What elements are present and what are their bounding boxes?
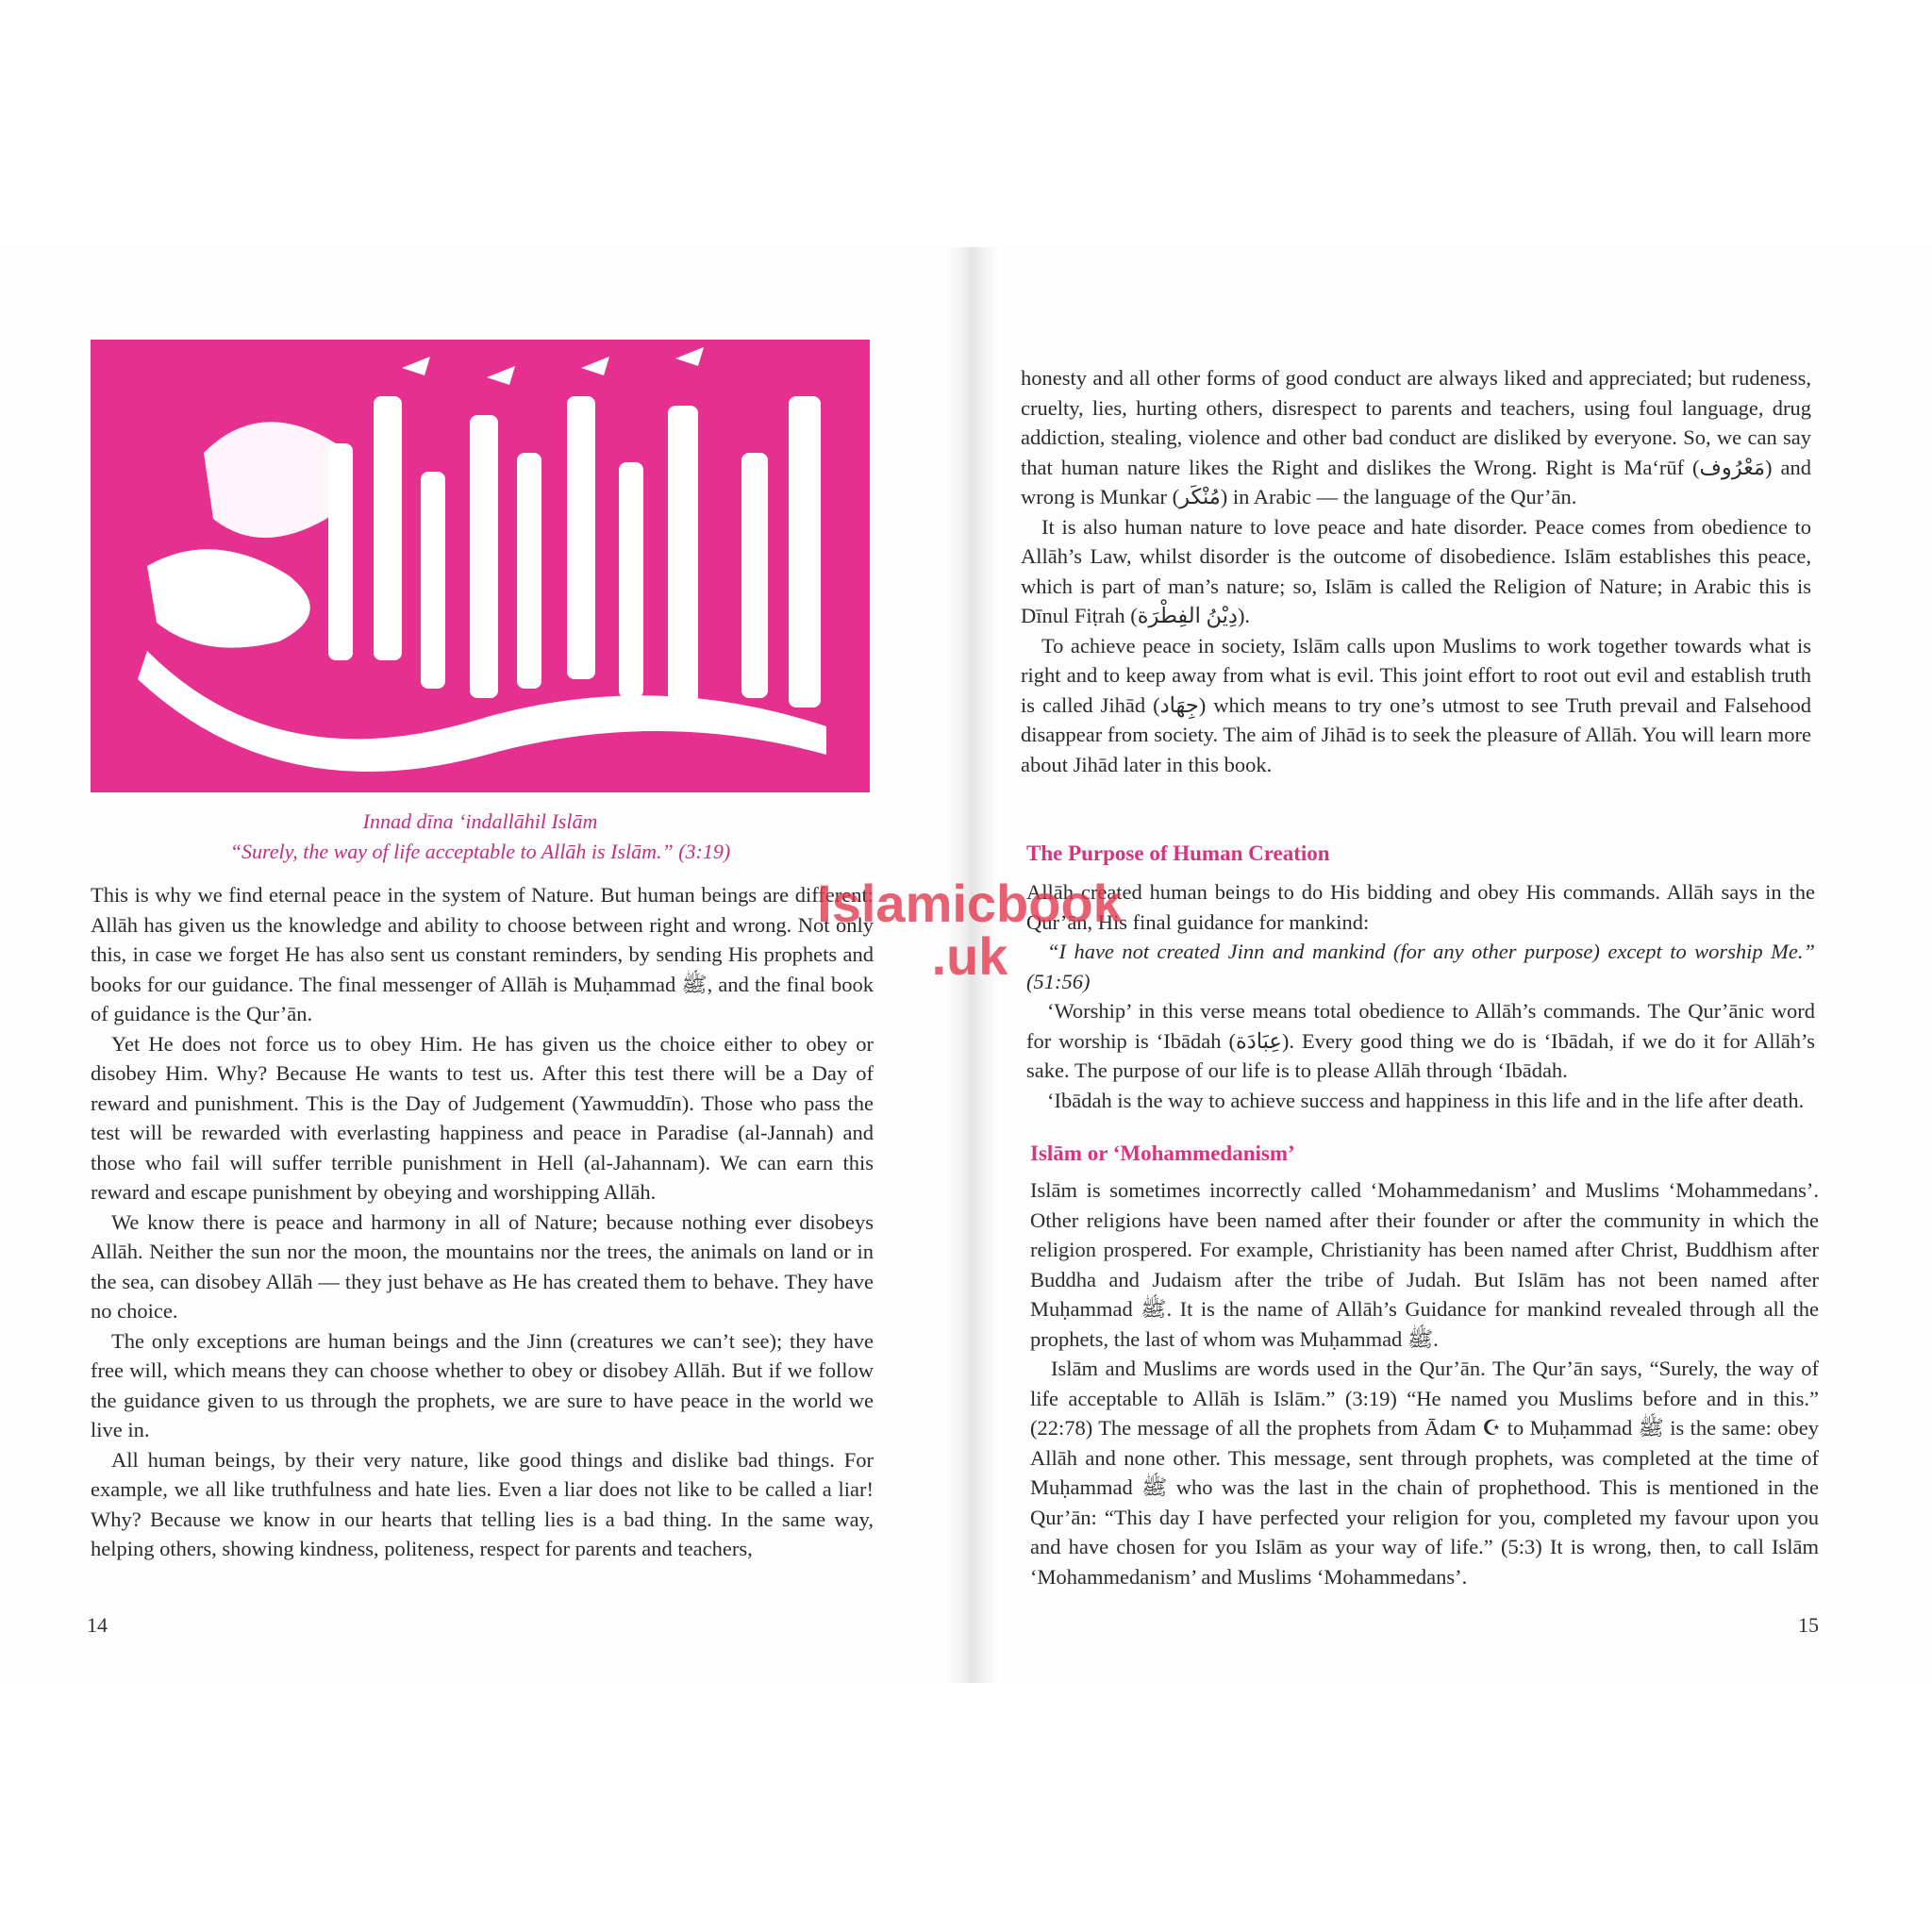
paragraph: Islām is sometimes incorrectly called ‘Mohammedanism’ and Muslims ‘Mohammedans’. Other religions have been named after their founder or after the community in which the religion prospered. For example, Christianity has been named after Christ, Buddhism after Buddha and Judaism after the tribe of Judah. But Islām has not been named after Muḥammad ﷺ. It is the name of Allāh’s Guidance for mankind revealed through all the prophets, the last of whom was Muḥammad ﷺ. (1030, 1178, 1819, 1351)
paragraph: Allāh created human beings to do His bidding and obey His commands. Allāh says in the Qur’ān, His final guidance for mankind: (1026, 880, 1815, 934)
section-heading-purpose: The Purpose of Human Creation (1026, 841, 1330, 865)
watermark-line2: .uk (931, 926, 1008, 986)
calligraphy-panel (91, 340, 870, 792)
paragraph: honesty and all other forms of good conduct are always liked and appreciated; but rudeness, cruelty, lies, hurting others, disrespect to parents and teachers, using foul language, drug addiction, stealing, violence and other bad conduct are disliked by everyone. So, we can say that human nature likes the Right and dislikes the Wrong. Right is Ma‘rūf (مَعْرُوف) and wrong is Munkar (مُنْكَر) in Arabic — the language of the Qur’ān. (1021, 366, 1811, 508)
watermark-line1: Islamicbook (817, 874, 1123, 933)
paragraph: Yet He does not force us to obey Him. He has given us the choice either to obey or disobey Him. Why? Because He wants to test us. After this test there will be a Day of reward and punishment. This is the Day of Judgement (Yawmuddīn). Those who pass the test will be rewarded with everlasting happiness and peace in Paradise (al-Jannah) and those who fail will suffer terrible punishment in Hell (al-Jahannam). We can earn this reward and escape punishment by obeying and worshipping Allāh. (91, 1031, 874, 1204)
page-number-left: 14 (87, 1613, 108, 1637)
paragraph: It is also human nature to love peace and hate disorder. Peace comes from obedience to Allāh’s Law, whilst disorder is the outcome of disobedience. Islām establishes this peace, which is part of man’s nature; so, Islām is called the Religion of Nature; in Arabic this is Dīnul Fiṭrah (دِيْنُ الفِطْرَة). (1021, 514, 1811, 627)
paragraph: To achieve peace in society, Islām calls upon Muslims to work together towards what is right and to keep away from what is evil. This joint effort to root out evil and establish truth is called Jihād (جِهَاد) which means to try one’s utmost to see Truth prevail and Falsehood disappear from society. The aim of Jihād is to seek the pleasure of Allāh. You will learn more about Jihād later in this book. (1021, 633, 1811, 776)
paragraph: This is why we find eternal peace in the system of Nature. But human beings are different: Allāh has given us the knowledge and ability to choose between right and wrong. Not only this, in case we forget He has also sent us constant reminders, by sending His prophets and books for our guidance. The final messenger of Allāh is Muḥammad ﷺ, and the final book of guidance is the Qur’ān. (91, 883, 874, 1025)
section-heading-mohammedanism: Islām or ‘Mohammedanism’ (1030, 1141, 1295, 1165)
calligraphy-strokes (91, 340, 870, 792)
quote-paragraph: “I have not created Jinn and mankind (for any other purpose) except to worship Me.” (51:56) (1026, 940, 1815, 993)
paragraph: We know there is peace and harmony in all of Nature; because nothing ever disobeys Allāh. Neither the sun nor the moon, the mountains nor the trees, the animals on land or in the sea, can disobey Allāh — they just behave as He has created them to behave. They have no choice. (91, 1209, 874, 1323)
watermark (800, 874, 1140, 986)
left-page-body (91, 880, 874, 1564)
page-number-right: 15 (1798, 1613, 1819, 1637)
right-page-mid-body (1026, 877, 1815, 1115)
paragraph: All human beings, by their very nature, like good things and dislike bad things. For example, we all like truthfulness and hate lies. Even a liar does not like to be called a liar! Why? Because we know in our hearts that telling lies is a bad thing. In the same way, helping others, showing kindness, politeness, respect for parents and teachers, (91, 1447, 874, 1560)
paragraph: The only exceptions are human beings and the Jinn (creatures we can’t see); they have free will, which means they can choose whether to obey or disobey Allāh. But if we follow the guidance given to us through the prophets, we are sure to have peace in the world we live in. (91, 1328, 874, 1441)
right-page-bottom-body (1030, 1175, 1819, 1591)
paragraph: Islām and Muslims are words used in the Qur’ān. The Qur’ān says, “Surely, the way of life acceptable to Allāh is Islām.” (3:19) “He named you Muslims before and in this.” (22:78) The message of all the prophets from Ādam ☪ to Muḥammad ﷺ is the same: obey Allāh and none other. This message, sent through prophets, was completed at the time of Muḥammad ﷺ who was the last in the chain of prophethood. This is mentioned in the Qur’ān: “This day I have perfected your religion for you, completed my favour upon you and have chosen for you Islām as your way of life.” (5:3) It is wrong, then, to call Islām ‘Mohammedanism’ and Muslims ‘Mohammedans’. (1030, 1357, 1820, 1589)
paragraph: ‘Ibādah is the way to achieve success and happiness in this life and in the life after death. (1047, 1088, 1805, 1112)
caption-translation: “Surely, the way of life acceptable to Allāh is Islām.” (3:19) (229, 840, 731, 863)
right-page-top-body (1021, 363, 1811, 779)
caption-transliteration: Innad dīna ‘indallāhil Islām (362, 809, 598, 833)
paragraph: ‘Worship’ in this verse means total obedience to Allāh’s commands. The Qur’ānic word for worship is ‘Ibādah (عِبَادَة). Every good thing we do is ‘Ibādah, if we do it for Allāh’s sake. The purpose of our life is to please Allāh through ‘Ibādah. (1026, 999, 1815, 1082)
